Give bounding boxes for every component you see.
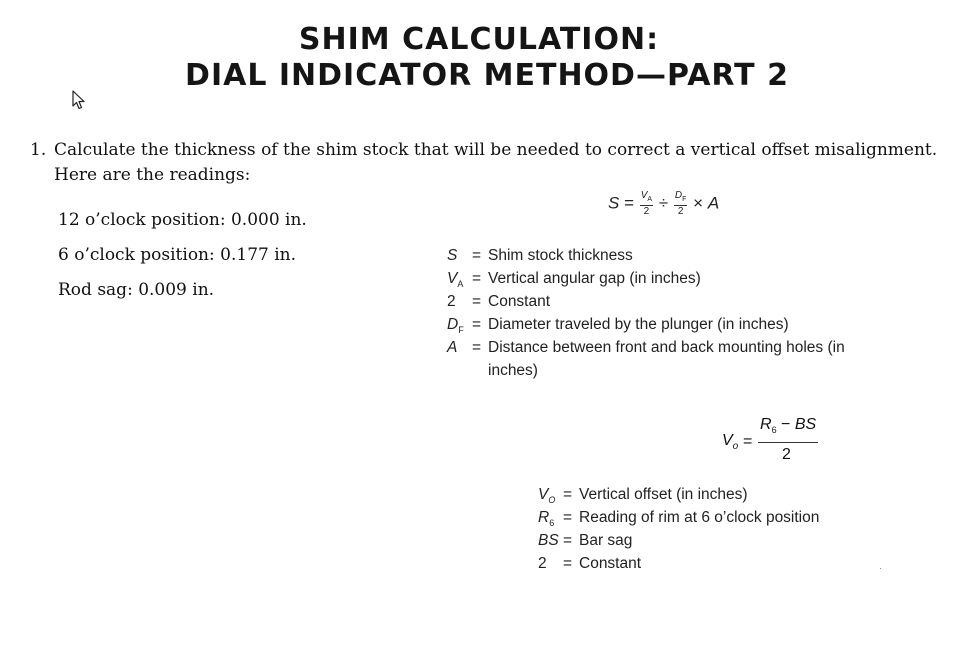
legend-row — [538, 483, 858, 506]
legend-row — [538, 552, 858, 575]
reading-value: 0.009 in. — [138, 280, 215, 300]
legend-equals: = — [563, 555, 573, 572]
page-subtitle: DIAL INDICATOR METHOD—PART 2 — [185, 58, 789, 93]
shim-legend — [447, 244, 867, 382]
reading-value: 0.177 in. — [220, 245, 297, 265]
legend-description-continued: inches) — [488, 362, 538, 379]
legend-description: Reading of rim at 6 o’clock position — [579, 509, 820, 526]
legend-row — [447, 313, 867, 336]
offset-legend — [538, 483, 858, 575]
reading-label: Rod sag: — [58, 280, 133, 300]
legend-equals: = — [472, 247, 482, 264]
legend-symbol: $V_O$ — [538, 486, 556, 506]
formula-divide: ÷ — [658, 193, 669, 213]
legend-row — [447, 244, 867, 267]
legend-description: Bar sag — [579, 532, 633, 549]
formula-times: × — [693, 193, 704, 213]
fraction-va-over-2 — [640, 190, 653, 218]
fraction-subscript: F — [682, 196, 687, 203]
question-number: 1. — [30, 140, 47, 160]
legend-equals: = — [472, 339, 482, 356]
legend-row — [538, 529, 858, 552]
fraction-denominator: 2 — [782, 446, 791, 463]
legend-row — [447, 267, 867, 290]
fraction-subscript: A — [647, 196, 653, 203]
reading-label: 12 o’clock position: — [58, 210, 226, 230]
question-text: Calculate the thickness of the shim stock that will be needed to correct a vertical offset misalignment. Here are the readings: — [54, 140, 938, 185]
question-1 — [30, 138, 945, 188]
legend-row — [538, 506, 858, 529]
legend-row — [447, 336, 867, 382]
reading-label: 6 o’clock position: — [58, 245, 215, 265]
legend-description: Constant — [579, 555, 642, 572]
formula-equals: = — [743, 433, 753, 450]
legend-equals: = — [563, 532, 573, 549]
legend-symbol: BS — [538, 532, 559, 549]
mouse-pointer-icon — [72, 90, 86, 110]
fraction-denominator: 2 — [643, 206, 650, 217]
legend-description: Vertical offset (in inches) — [579, 486, 748, 503]
fraction-denominator: 2 — [677, 206, 684, 217]
legend-symbol: S — [447, 247, 458, 264]
fraction-numerator: V — [640, 190, 648, 201]
legend-description: Shim stock thickness — [488, 247, 633, 264]
legend-symbol: 2 — [538, 555, 547, 572]
formula-symbol-a: A — [707, 193, 720, 213]
legend-description: Diameter traveled by the plunger (in inches) — [488, 316, 789, 333]
formula-equals: = — [624, 193, 635, 213]
legend-description: Distance between front and back mounting holes (in — [488, 339, 845, 356]
legend-symbol: 2 — [447, 293, 456, 310]
legend-equals: = — [563, 509, 573, 526]
shim-formula — [608, 190, 719, 218]
legend-equals: = — [472, 270, 482, 287]
fraction-df-over-2 — [674, 190, 688, 218]
reading-value: 0.000 in. — [230, 210, 307, 230]
reading-12-oclock — [58, 210, 307, 230]
fraction-numerator: $R_6$ − BS — [760, 416, 817, 436]
legend-symbol: $D_F$ — [447, 316, 464, 336]
legend-description: Constant — [488, 293, 551, 310]
stray-dot — [880, 568, 881, 569]
fraction-numerator: D — [674, 190, 683, 201]
legend-description: Vertical angular gap (in inches) — [488, 270, 701, 287]
legend-row — [447, 290, 867, 313]
page-title: SHIM CALCULATION: — [298, 22, 660, 57]
legend-symbol: $R_6$ — [538, 509, 555, 529]
reading-6-oclock — [58, 245, 296, 265]
formula-symbol-s: S — [608, 193, 620, 213]
formula-symbol-vo: $V_o$ — [722, 432, 739, 453]
legend-equals: = — [472, 316, 482, 333]
legend-symbol: $V_A$ — [447, 270, 464, 290]
legend-symbol: A — [447, 339, 458, 356]
legend-equals: = — [563, 486, 573, 503]
reading-rod-sag — [58, 280, 214, 300]
fraction-bar — [758, 442, 818, 443]
legend-equals: = — [472, 293, 482, 310]
